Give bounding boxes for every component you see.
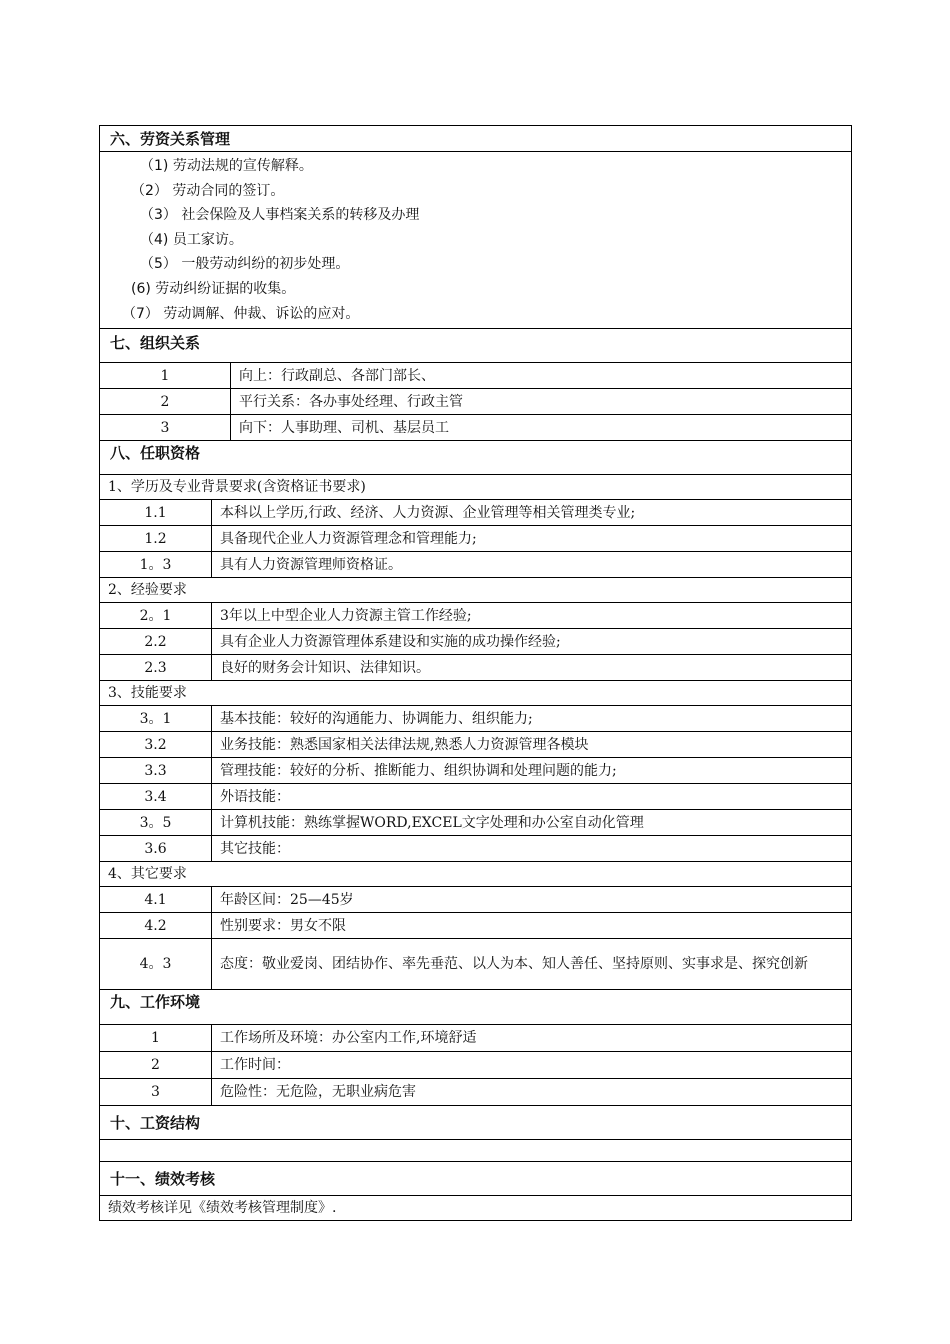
- list-text: 劳动合同的签订。: [167, 182, 285, 199]
- row-number: 1.2: [100, 526, 212, 552]
- table-row: [100, 655, 852, 681]
- row-text: 工作时间：: [212, 1052, 852, 1079]
- table-row: [100, 887, 852, 913]
- section-9-title: 九、工作环境: [100, 990, 852, 1025]
- row-text: 良好的财务会计知识、法律知识。: [212, 655, 852, 681]
- section-10-title: 十、工资结构: [100, 1106, 852, 1140]
- row-text: 基本技能：较好的沟通能力、协调能力、组织能力;: [212, 706, 852, 732]
- table-row: [100, 629, 852, 655]
- section-10-header-row: [100, 1106, 852, 1140]
- row-number: 2.2: [100, 629, 212, 655]
- row-text: 3年以上中型企业人力资源主管工作经验;: [212, 603, 852, 629]
- row-number: 2: [100, 389, 231, 415]
- list-marker: （5）: [140, 256, 177, 273]
- row-number: 3: [100, 415, 231, 441]
- list-item: [100, 154, 851, 179]
- group-heading-row: [100, 578, 852, 603]
- list-marker: （3）: [140, 207, 177, 224]
- group-heading: 2、经验要求: [100, 578, 852, 603]
- section-11-title: 十一、绩效考核: [100, 1162, 852, 1196]
- row-number: 1。3: [100, 552, 212, 578]
- row-number: 2: [100, 1052, 212, 1079]
- list-item: [100, 252, 851, 277]
- row-text: 计算机技能：熟练掌握WORD,EXCEL文字处理和办公室自动化管理: [212, 810, 852, 836]
- list-marker: （4): [140, 231, 169, 248]
- group-heading: 4、其它要求: [100, 862, 852, 887]
- row-text: 本科以上学历,行政、经济、人力资源、企业管理等相关管理类专业;: [212, 500, 852, 526]
- job-description-sheet: [99, 125, 851, 1221]
- section-6-title: 六、劳资关系管理: [100, 126, 852, 152]
- list-text: 劳动调解、仲裁、诉讼的应对。: [158, 305, 360, 322]
- row-text: 工作场所及环境：办公室内工作,环境舒适: [212, 1025, 852, 1052]
- list-marker: （1): [140, 158, 169, 174]
- list-item: [100, 302, 851, 327]
- section-6-list-row: [100, 152, 852, 329]
- list-text: 一般劳动纠纷的初步处理。: [176, 256, 350, 273]
- section-7-title: 七、组织关系: [100, 329, 852, 363]
- table-row: [100, 415, 852, 441]
- table-row: [100, 1025, 852, 1052]
- row-number: 3。5: [100, 810, 212, 836]
- section-6-list: [100, 152, 852, 329]
- list-item: [100, 179, 851, 204]
- group-heading-row: [100, 681, 852, 706]
- section-8-title: 八、任职资格: [100, 441, 852, 475]
- row-text: 管理技能：较好的分析、推断能力、组织协调和处理问题的能力;: [212, 758, 852, 784]
- group-heading-row: [100, 475, 852, 500]
- table-row: [100, 1079, 852, 1106]
- list-marker: （7）: [122, 305, 159, 322]
- group-heading: 3、技能要求: [100, 681, 852, 706]
- group-heading-row: [100, 862, 852, 887]
- row-text: 危险性：无危险，无职业病危害: [212, 1079, 852, 1106]
- table-row: [100, 706, 852, 732]
- empty-cell: [100, 1140, 852, 1162]
- row-number: 3: [100, 1079, 212, 1106]
- row-number: 4.2: [100, 913, 212, 939]
- list-text: 社会保险及人事档案关系的转移及办理: [176, 207, 420, 224]
- table-row: [100, 552, 852, 578]
- row-number: 1: [100, 1025, 212, 1052]
- row-number: 3.6: [100, 836, 212, 862]
- table-row: [100, 500, 852, 526]
- row-number: 3.4: [100, 784, 212, 810]
- table-row: [100, 603, 852, 629]
- row-number: 1.1: [100, 500, 212, 526]
- row-number: 4.1: [100, 887, 212, 913]
- group-heading: 1、学历及专业背景要求(含资格证书要求): [100, 475, 852, 500]
- row-number: 2。1: [100, 603, 212, 629]
- table-row: [100, 810, 852, 836]
- table-row: [100, 732, 852, 758]
- table-row: [100, 526, 852, 552]
- row-text: 具备现代企业人力资源管理念和管理能力;: [212, 526, 852, 552]
- row-text: 业务技能：熟悉国家相关法律法规,熟悉人力资源管理各模块: [212, 732, 852, 758]
- row-number: 4。3: [100, 939, 212, 990]
- section-9-header-row: [100, 990, 852, 1025]
- section-6-header-row: [100, 126, 852, 152]
- row-number: 3.2: [100, 732, 212, 758]
- row-text: 外语技能：: [212, 784, 852, 810]
- list-text: 劳动法规的宣传解释。: [168, 158, 313, 174]
- row-text: 性别要求：男女不限: [212, 913, 852, 939]
- section-10-empty-row: [100, 1140, 852, 1162]
- table-row: [100, 836, 852, 862]
- section-11-header-row: [100, 1162, 852, 1196]
- list-marker: (6): [131, 280, 151, 297]
- table-row: [100, 758, 852, 784]
- row-text: 向上：行政副总、各部门部长、: [231, 363, 852, 389]
- list-item: [100, 203, 851, 228]
- row-text: 态度：敬业爱岗、团结协作、率先垂范、以人为本、知人善任、坚持原则、实事求是、探究创新: [212, 939, 852, 990]
- list-item: [100, 277, 851, 302]
- table-row: [100, 1052, 852, 1079]
- job-description-table: [99, 125, 852, 1221]
- row-text: 具有企业人力资源管理体系建设和实施的成功操作经验;: [212, 629, 852, 655]
- row-text: 向下：人事助理、司机、基层员工: [231, 415, 852, 441]
- list-text: 员工家访。: [168, 231, 243, 248]
- row-number: 3。1: [100, 706, 212, 732]
- row-text: 具有人力资源管理师资格证。: [212, 552, 852, 578]
- row-text: 平行关系：各办事处经理、行政主管: [231, 389, 852, 415]
- table-row: [100, 784, 852, 810]
- list-item: [100, 228, 851, 253]
- table-row: [100, 363, 852, 389]
- section-11-text-row: [100, 1196, 852, 1221]
- section-8-header-row: [100, 441, 852, 475]
- row-number: 3.3: [100, 758, 212, 784]
- row-text: 年龄区间：25—45岁: [212, 887, 852, 913]
- row-number: 1: [100, 363, 231, 389]
- table-row: [100, 389, 852, 415]
- row-number: 2.3: [100, 655, 212, 681]
- table-row: [100, 913, 852, 939]
- table-row: [100, 939, 852, 990]
- list-marker: （2）: [131, 182, 168, 199]
- list-text: 劳动纠纷证据的收集。: [150, 280, 296, 297]
- section-11-text: 绩效考核详见《绩效考核管理制度》.: [100, 1196, 852, 1221]
- section-7-header-row: [100, 329, 852, 363]
- row-text: 其它技能：: [212, 836, 852, 862]
